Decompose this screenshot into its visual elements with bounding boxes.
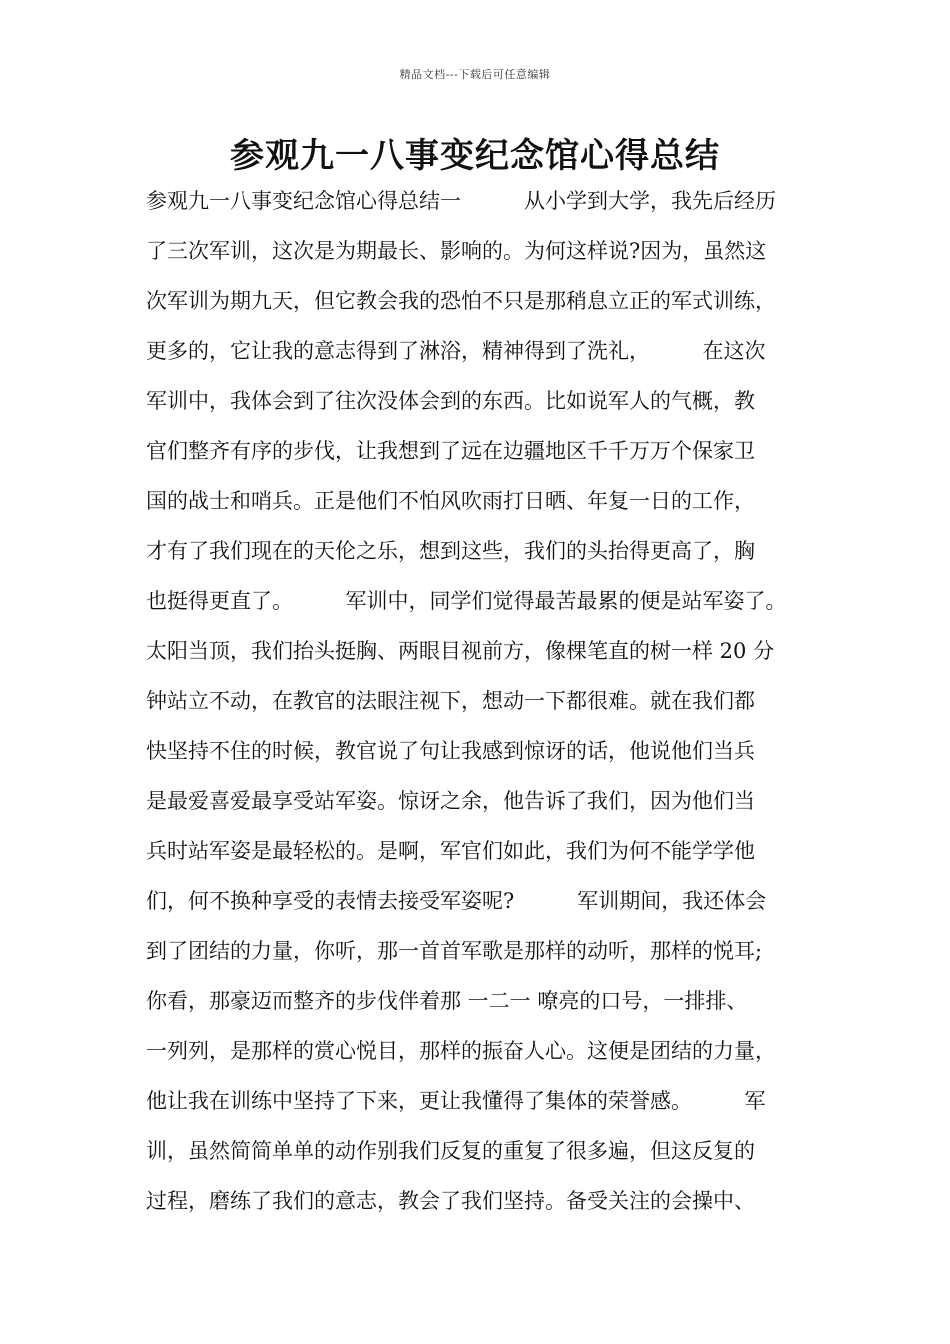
body-text <box>146 184 826 1234</box>
header-note: 精品文档---下载后可任意编辑 <box>399 68 551 81</box>
body-line: 过程，磨练了我们的意志，教会了我们坚持。备受关注的会操中、 <box>146 1189 755 1213</box>
body-line: 更多的，它让我的意志得到了淋浴，精神得到了洗礼， 在这次 <box>146 339 766 363</box>
body-line: 你看，那豪迈而整齐的步伐伴着那 一二一 嘹亮的口号，一排排、 <box>146 989 748 1013</box>
body-line: 们，何不换种享受的表情去接受军姿呢? 军训期间，我还体会 <box>146 889 767 913</box>
body-line: 国的战士和哨兵。正是他们不怕风吹雨打日晒、年复一日的工作， <box>146 489 755 513</box>
body-line: 是最爱喜爱最享受站军姿。惊讶之余，他告诉了我们，因为他们当 <box>146 789 755 813</box>
body-line: 快坚持不住的时候，教官说了句让我感到惊讶的话，他说他们当兵 <box>146 739 755 763</box>
body-line: 训，虽然简简单单的动作别我们反复的重复了很多遍，但这反复的 <box>146 1139 755 1163</box>
body-line: 才有了我们现在的天伦之乐，想到这些，我们的头抬得更高了，胸 <box>146 539 755 563</box>
body-line: 了三次军训，这次是为期最长、影响的。为何这样说?因为，虽然这 <box>146 239 767 263</box>
body-line: 官们整齐有序的步伐，让我想到了远在边疆地区千千万万个保家卫 <box>146 439 755 463</box>
body-line: 兵时站军姿是最轻松的。是啊，军官们如此，我们为何不能学学他 <box>146 839 755 863</box>
body-line: 次军训为期九天，但它教会我的恐怕不只是那稍息立正的军式训练， <box>146 289 776 313</box>
body-line: 他让我在训练中坚持了下来，更让我懂得了集体的荣誉感。 军 <box>146 1089 766 1113</box>
body-line: 军训中，我体会到了往次没体会到的东西。比如说军人的气概，教 <box>146 389 755 413</box>
body-line: 太阳当顶，我们抬头挺胸、两眼目视前方，像棵笔直的树一样 20 分 <box>146 639 775 663</box>
body-line: 钟站立不动，在教官的法眼注视下，想动一下都很难。就在我们都 <box>146 689 755 713</box>
body-line: 到了团结的力量，你听，那一首首军歌是那样的动听，那样的悦耳; <box>146 939 763 963</box>
body-line: 也挺得更直了。 军训中，同学们觉得最苦最累的便是站军姿了。 <box>146 589 787 613</box>
body-line: 参观九一八事变纪念馆心得总结一 从小学到大学，我先后经历 <box>146 189 776 213</box>
document-title: 参观九一八事变纪念馆心得总结 <box>230 136 720 176</box>
body-line: 一列列，是那样的赏心悦目，那样的振奋人心。这便是团结的力量， <box>146 1039 776 1063</box>
